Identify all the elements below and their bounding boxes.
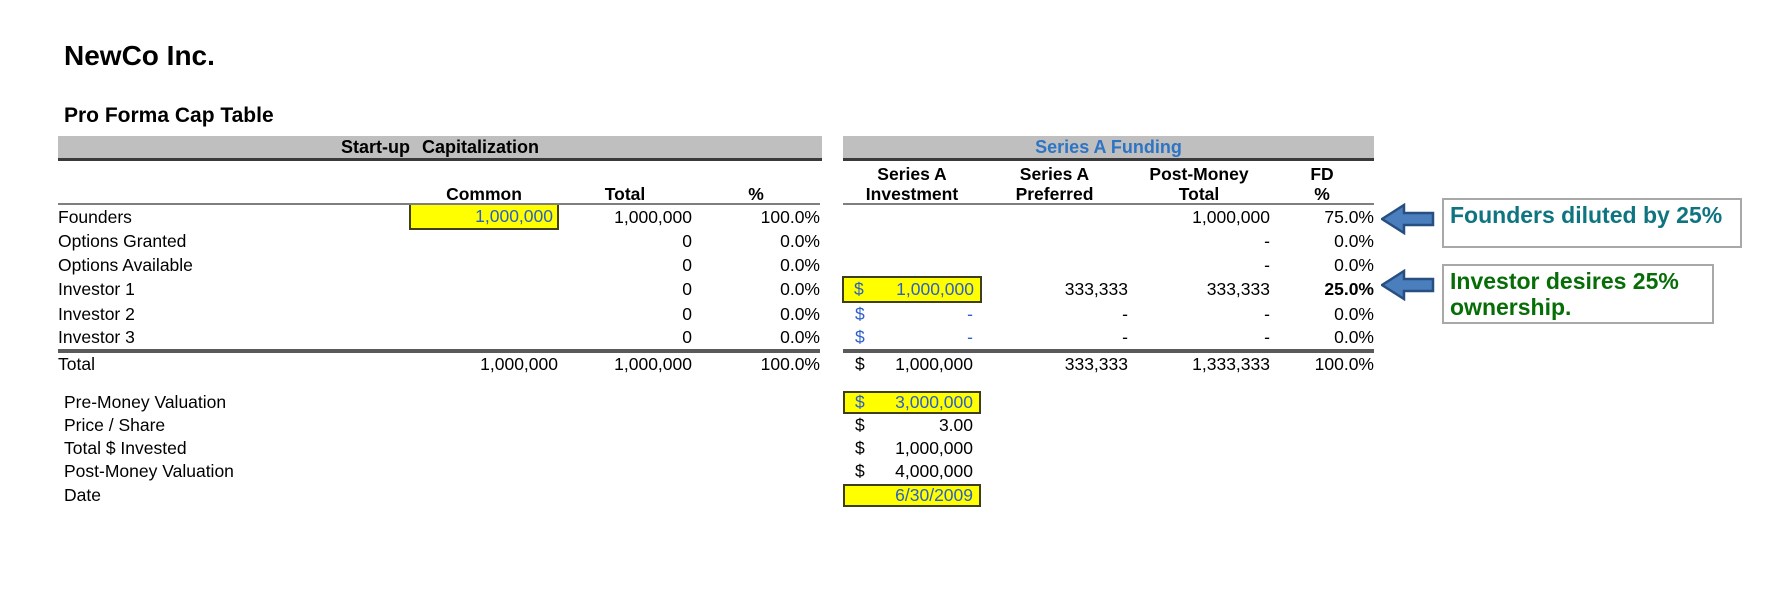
row-price-per-share [58, 414, 998, 437]
header-series-a-investment-line1: Series A [877, 164, 947, 184]
cell-value: 1,000,000 [896, 279, 974, 299]
header-common: Common [410, 185, 558, 204]
investor3-total-cell: 0 [682, 327, 692, 347]
investor2-total-cell: 0 [682, 303, 692, 324]
investor3-common-cell [410, 326, 558, 351]
table-row-total [58, 351, 1374, 376]
investor2-preferred-cell: - [1122, 303, 1128, 324]
investor3-investment-cell [843, 326, 981, 351]
investor2-common-cell [410, 302, 558, 326]
row-label: Options Available [58, 254, 193, 275]
row-total-invested [58, 437, 998, 460]
row-label: Date [64, 485, 101, 505]
row-label: Options Granted [58, 230, 187, 251]
investor2-post-money-cell: - [1264, 303, 1270, 324]
left-arrow-icon [1381, 269, 1435, 301]
investor1-total-cell: 0 [682, 279, 692, 299]
row-label: Total $ Invested [64, 438, 187, 458]
cell-value: 3,000,000 [895, 392, 973, 412]
options-available-common-cell [410, 253, 558, 277]
row-label: Investor 3 [58, 327, 135, 347]
header-blank [58, 163, 410, 185]
header-row-1 [58, 163, 1374, 185]
founders-fd-pct-cell: 75.0% [1324, 206, 1374, 227]
date-input-cell[interactable] [843, 484, 981, 507]
table-row-options-available [58, 253, 1374, 277]
total-total-cell: 1,000,000 [558, 351, 692, 376]
investor1-fd-pct-cell: 25.0% [1324, 279, 1374, 299]
header-fd-pct-line1: FD [1310, 164, 1334, 184]
currency-symbol: $ [855, 461, 865, 481]
cell-value: 1,000,000 [895, 438, 973, 458]
founders-investment-cell [843, 204, 981, 229]
post-money-valuation-cell [843, 460, 981, 483]
row-post-money-valuation [58, 460, 998, 483]
currency-symbol: $ [854, 279, 864, 299]
investor3-post-money-cell: - [1264, 327, 1270, 347]
table-row-founders [58, 204, 1374, 229]
header-pct: % [692, 185, 820, 204]
row-label: Total [58, 351, 410, 376]
section-gap [820, 253, 843, 277]
total-common-cell: 1,000,000 [410, 351, 558, 376]
options-available-total-cell: 0 [682, 254, 692, 275]
row-label: Investor 2 [58, 303, 135, 324]
section-gap [820, 351, 843, 376]
header-blank [58, 185, 410, 204]
investor1-post-money-cell: 333,333 [1206, 279, 1270, 299]
total-invested-cell [843, 437, 981, 460]
section-gap [820, 229, 843, 253]
founders-total-cell: 1,000,000 [614, 206, 692, 227]
options-available-preferred-cell [981, 253, 1128, 277]
cell-value: - [967, 327, 973, 347]
row-date [58, 484, 998, 507]
cell-value: 6/30/2009 [895, 485, 973, 505]
total-post-money-cell: 1,333,333 [1128, 351, 1270, 376]
row-label: Investor 1 [58, 279, 135, 299]
table-row-options-granted [58, 229, 1374, 253]
section-gap [820, 326, 843, 351]
callout-founders-diluted: Founders diluted by 25% [1442, 198, 1742, 248]
header-series-a-preferred-line1: Series A [1019, 164, 1090, 184]
investor3-fd-pct-cell: 0.0% [1334, 327, 1374, 347]
section-gap [820, 302, 843, 326]
currency-symbol: $ [855, 354, 865, 374]
options-available-investment-cell [843, 253, 981, 277]
cell-value: 1,000,000 [895, 354, 973, 374]
cell-value: 3.00 [938, 415, 973, 435]
row-label: Founders [58, 206, 132, 227]
header-row-2 [58, 185, 1374, 204]
total-preferred-cell: 333,333 [981, 351, 1128, 376]
founders-pct-cell: 100.0% [760, 206, 820, 227]
investor1-investment-input-cell[interactable] [843, 277, 981, 302]
pre-money-valuation-input-cell[interactable] [843, 391, 981, 414]
header-post-money-total-line2: Total [1128, 185, 1270, 204]
options-granted-investment-cell [843, 229, 981, 253]
page-title: Pro Forma Cap Table [64, 104, 274, 127]
row-label: Pre-Money Valuation [64, 392, 227, 412]
currency-symbol: $ [855, 392, 865, 412]
header-blank [558, 163, 692, 185]
options-granted-fd-pct-cell: 0.0% [1334, 230, 1374, 251]
left-arrow-icon [1381, 203, 1435, 235]
section-gap [820, 277, 843, 302]
row-label: Post-Money Valuation [64, 461, 234, 481]
company-title: NewCo Inc. [64, 40, 215, 71]
investor1-pct-cell: 0.0% [780, 279, 820, 299]
cell-value: 4,000,000 [895, 461, 973, 481]
total-pct-cell: 100.0% [692, 351, 820, 376]
header-total: Total [558, 185, 692, 204]
currency-symbol: $ [855, 438, 865, 458]
section-gap [820, 185, 843, 204]
options-granted-pct-cell: 0.0% [780, 230, 820, 251]
callout-investor-ownership: Investor desires 25% ownership. [1442, 264, 1714, 324]
currency-symbol: $ [855, 304, 865, 324]
price-per-share-cell [843, 414, 981, 437]
investor2-fd-pct-cell: 0.0% [1334, 303, 1374, 324]
header-post-money-total-line1: Post-Money [1149, 164, 1249, 184]
founders-preferred-cell [981, 204, 1128, 229]
table-row-investor-1 [58, 277, 1374, 302]
section-header-series-a-funding: Series A Funding [843, 136, 1374, 161]
investor2-investment-cell [843, 302, 981, 326]
section-gap [820, 204, 843, 229]
cell-value: - [967, 304, 973, 324]
total-investment-cell [843, 351, 981, 376]
options-available-pct-cell: 0.0% [780, 254, 820, 275]
options-available-post-money-cell: - [1264, 254, 1270, 275]
investor2-pct-cell: 0.0% [780, 303, 820, 324]
table-row-investor-2 [58, 302, 1374, 326]
founders-post-money-cell: 1,000,000 [1192, 206, 1270, 227]
founders-common-input-cell[interactable]: 1,000,000 [410, 204, 558, 229]
options-granted-preferred-cell [981, 229, 1128, 253]
options-available-fd-pct-cell: 0.0% [1334, 254, 1374, 275]
total-fd-pct-cell: 100.0% [1270, 351, 1374, 376]
section-header-startup-capitalization: Start-up Capitalization [58, 136, 822, 161]
row-pre-money-valuation [58, 391, 998, 414]
row-label: Price / Share [64, 415, 166, 435]
investor3-pct-cell: 0.0% [780, 327, 820, 347]
header-blank [692, 163, 820, 185]
header-fd-pct-line2: % [1270, 185, 1374, 204]
investor3-preferred-cell: - [1122, 327, 1128, 347]
currency-symbol: $ [855, 415, 865, 435]
table-row-investor-3 [58, 326, 1374, 351]
header-series-a-preferred-line2: Preferred [981, 185, 1128, 204]
options-granted-total-cell: 0 [682, 230, 692, 251]
options-granted-post-money-cell: - [1264, 230, 1270, 251]
header-series-a-investment-line2: Investment [843, 185, 981, 204]
header-blank [410, 163, 558, 185]
investor1-preferred-cell: 333,333 [1064, 279, 1128, 299]
investor1-common-cell [410, 277, 558, 302]
currency-symbol: $ [855, 327, 865, 347]
cap-table [58, 163, 1374, 376]
options-granted-common-cell [410, 229, 558, 253]
section-gap [820, 163, 843, 185]
